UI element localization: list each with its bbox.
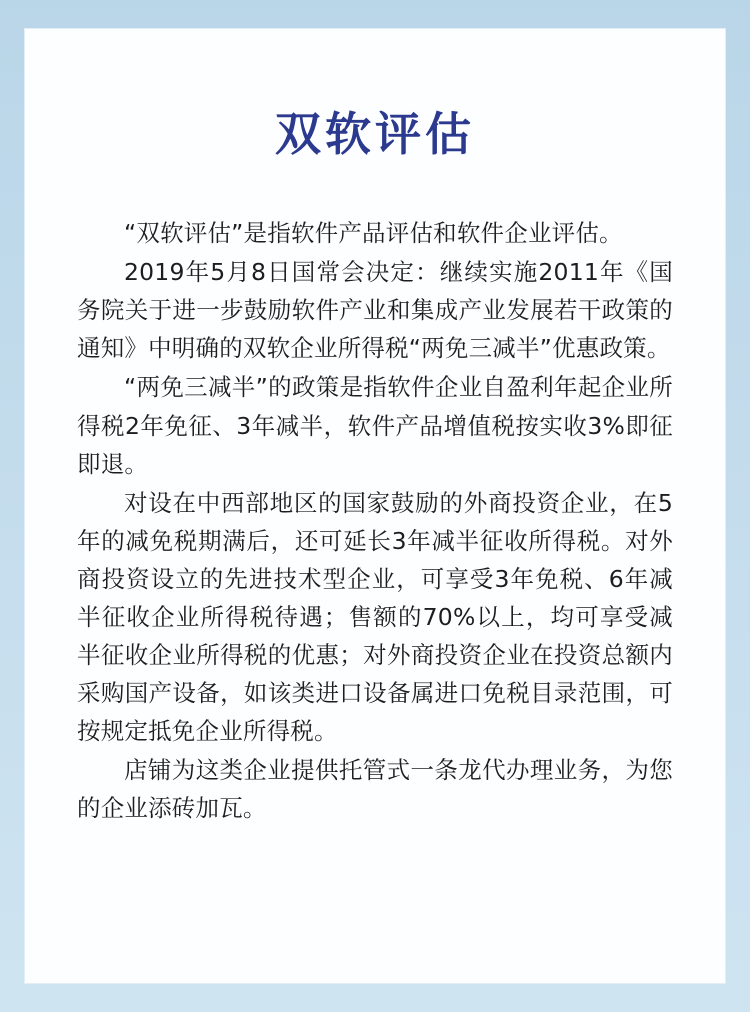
- paragraph-1: “双软评估”是指软件产品评估和软件企业评估。: [124, 219, 623, 248]
- body-text: [77, 214, 673, 827]
- paragraph-5: 店铺为这类企业提供托管式一条龙代办理业务，为您的企业添砖加瓦。: [77, 756, 673, 823]
- paragraph-3: “两免三减半”的政策是指软件企业自盈利年起企业所得税2年免征、3年减半，软件产品增值税按实收3%即征即退。: [77, 373, 673, 478]
- paragraph-2: 2019年5月8日国常会决定：继续实施2011年《国务院关于进一步鼓励软件产业和集成产业发展若干政策的通知》中明确的双软企业所得税“两免三减半”优惠政策。: [77, 258, 673, 363]
- paragraph-4: 对设在中西部地区的国家鼓励的外商投资企业，在5年的减免税期满后，还可延长3年减半征收所得税。对外商投资设立的先进技术型企业，可享受3年免税、6年减半征收企业所得税待遇；售额的70%以上，均可享受减半征收企业所得税的优惠；对外商投资企业在投资总额内采购国产设备，如该类进口设备属进口免税目录范围，可按规定抵免企业所得税。: [77, 488, 673, 745]
- content-card: [24, 28, 726, 984]
- page-title: 双软评估: [275, 107, 475, 161]
